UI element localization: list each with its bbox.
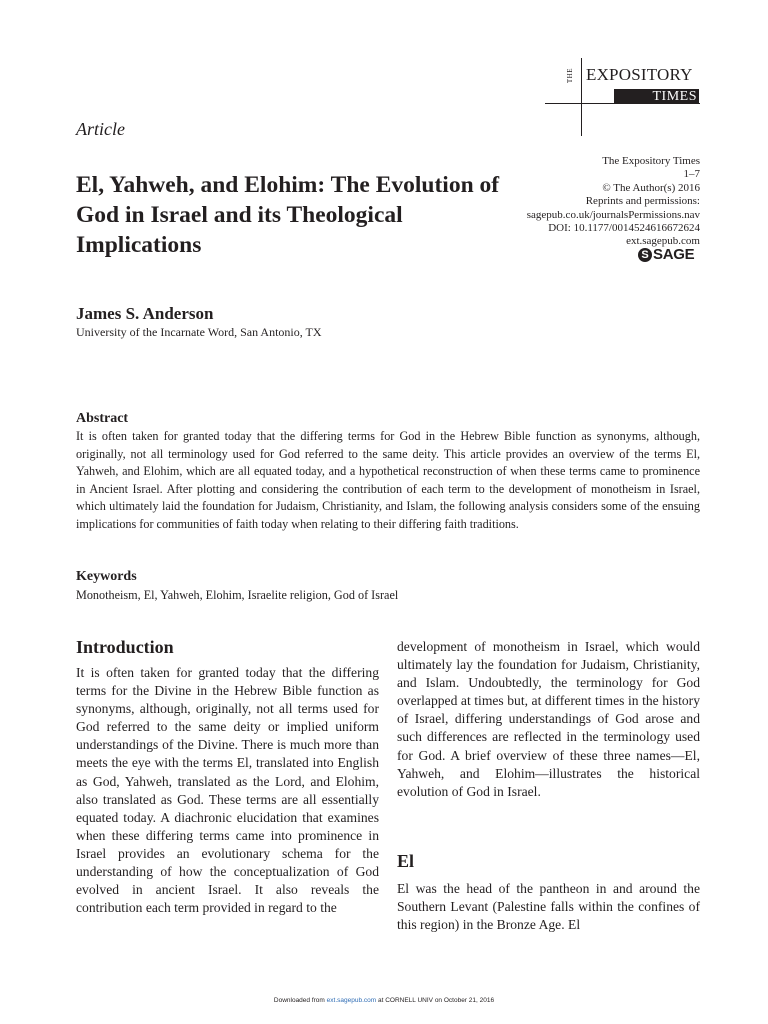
meta-site[interactable]: ext.sagepub.com: [626, 235, 700, 248]
introduction-text: It is often taken for granted today that the differing terms for the Divine in the Hebrew Bible function as synonyms, although, originally, not all terms used for God referred to the same deity or implied uniform understandings of the Divine. There is much more than meets the eye with the terms El, translated into English as God, Yahweh, translated as the Lord, and Elohim, also translated as God. These terms are all essentially equated today. A diachronic elucidation that examines when these differing terms came into prominence in Israel provides an evolutionary schema for the understanding of how the conceptualization of God evolved in ancient Israel. It also reveals the contribution each term provided in regard to the: [76, 665, 379, 916]
logo-the: THE: [566, 68, 574, 84]
sage-logo-text: SAGE: [653, 246, 695, 263]
abstract-heading: Abstract: [76, 411, 129, 426]
abstract-text: It is often taken for granted today that the differing terms for God in the Hebrew Bible function as synonyms, although, originally, not all terminology used for God referred to the same deity. This article provides an overview of the terms El, Yahweh, and Elohim, which are all equated today, and a hypothetical reconstruction of when these terms came to prominence in Ancient Israel. After plotting and considering the contribution of each term to the development of monotheism in Israel, which ultimately laid the foundation for Judaism, Christianity, and Islam, the following analysis considers some of the ensuing implications for communities of faith today when relating to their differing faith traditions.: [76, 429, 700, 531]
introduction-continued-text: development of monotheism in Israel, which would ultimately lay the foundation for Judaism, Christianity, and Islam. Undoubtedly, the terminology for God overlapped at times but, at different times in the history of Israel, differing understandings of God arose and such differences are reflected in the terminology used for God. A brief overview of these three names—El, Yahweh, and Elohim—illustrates the historical evolution of God in Israel.: [397, 639, 700, 799]
el-section-text: El was the head of the pantheon in and around the Southern Levant (Palestine falls within the confines of this region) in the Bronze Age. El: [397, 881, 700, 933]
publication-meta: [470, 155, 700, 249]
introduction-heading: Introduction: [76, 637, 174, 657]
el-section-heading: El: [397, 851, 415, 871]
keywords-heading: Keywords: [76, 569, 137, 584]
author-affiliation: University of the Incarnate Word, San Antonio, TX: [76, 325, 322, 339]
sage-logo-icon: S: [638, 248, 652, 262]
article-title: El, Yahweh, and Elohim: The Evolution of God in Israel and its Theological Implications: [76, 172, 500, 258]
download-footer: [0, 997, 768, 1004]
meta-journal: The Expository Times: [602, 155, 700, 167]
logo-expository: EXPOSITORY: [586, 65, 693, 84]
meta-pages: 1–7: [683, 168, 700, 181]
logo-vertical-rule: [581, 58, 582, 136]
meta-copyright: © The Author(s) 2016: [602, 181, 700, 194]
logo-times: TIMES: [614, 89, 699, 104]
meta-permissions-url[interactable]: sagepub.co.uk/journalsPermissions.nav: [526, 208, 700, 221]
meta-reprints: Reprints and permissions:: [585, 195, 700, 208]
article-type-label: Article: [76, 119, 125, 139]
author-name: James S. Anderson: [76, 304, 214, 323]
footer-link[interactable]: ext.sagepub.com: [326, 997, 377, 1004]
footer-suffix: at CORNELL UNIV on October 21, 2016: [377, 997, 495, 1004]
sage-logo: [638, 246, 694, 263]
footer-prefix: Downloaded from: [273, 997, 325, 1004]
keywords-text: Monotheism, El, Yahweh, Elohim, Israelite religion, God of Israel: [76, 588, 399, 602]
meta-doi[interactable]: DOI: 10.1177/0014524616672624: [548, 222, 700, 235]
